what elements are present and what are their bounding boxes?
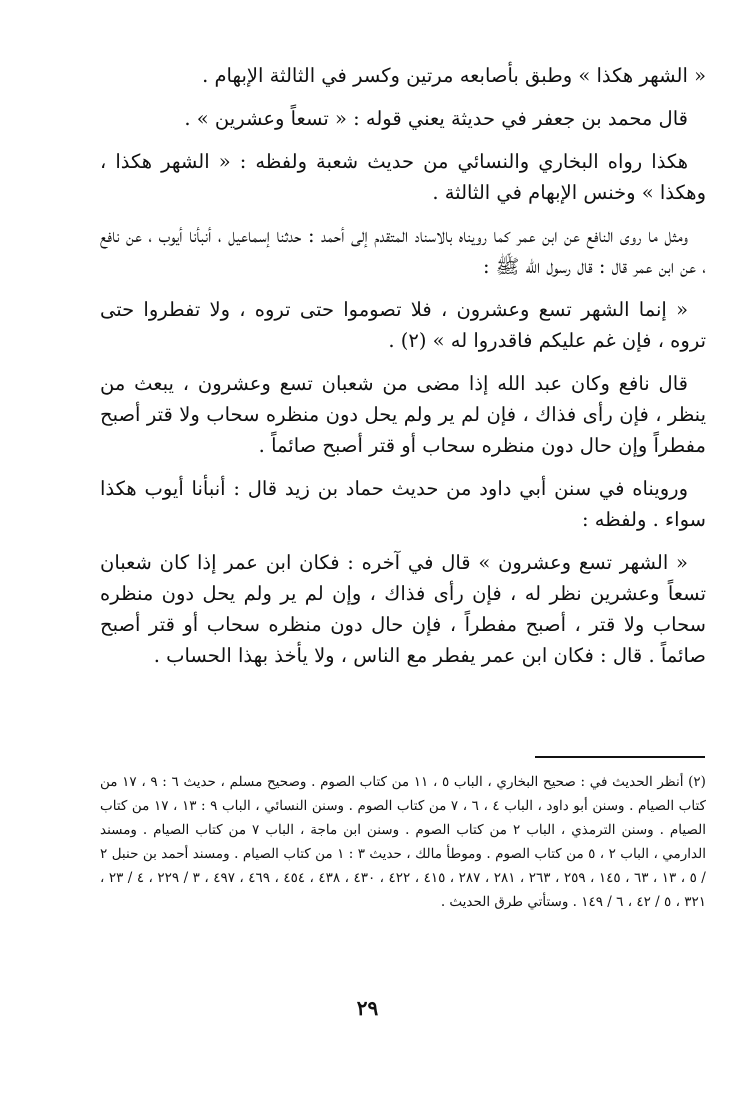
- paragraph-2: قال محمد بن جعفر في حديثة يعني قوله : « تسعاً وعشرين » .: [184, 107, 688, 130]
- paragraph-5: « إنما الشهر تسع وعشرون ، فلا تصوموا حتى تروه ، ولا تفطروا حتى تروه ، فإن غم عليكم فاقدروا له » (٢) .: [100, 298, 706, 352]
- main-text: [100, 60, 706, 683]
- paragraph-3: هكذا رواه البخاري والنسائي من حديث شعبة ولفظه : « الشهر هكذا ، وهكذا » وخنس الإبهام في الثالثة .: [100, 150, 706, 204]
- paragraph-8: « الشهر تسع وعشرون » قال في آخره : فكان ابن عمر إذا كان شعبان تسعاً وعشرين نظر له ، فإن رأى فذاك ، وإن لم ير ولم يحل دون منظره سحاب ولا قتر ، أصبح مفطراً ، فإن حال دون منظره سحاب أو قتر أصبح صائماً . قال : فكان ابن عمر يفطر مع الناس ، ولا يأخذ بهذا الحساب .: [100, 551, 706, 667]
- page-number: ٢٩: [356, 996, 379, 1020]
- paragraph-7: ورويناه في سنن أبي داود من حديث حماد بن زيد قال : أنبأنا أيوب هكذا سواء . ولفظه :: [100, 477, 706, 531]
- footnote-divider: [535, 756, 705, 758]
- footnotes: [100, 770, 706, 914]
- paragraph-1: « الشهر هكذا » وطبق بأصابعه مرتين وكسر في الثالثة الإبهام .: [202, 64, 706, 87]
- paragraph-6: قال نافع وكان عبد الله إذا مضى من شعبان تسع وعشرون ، يبعث من ينظر ، فإن رأى فذاك ، فإن لم ير ولم يحل دون منظره سحاب ولا قتر أصبح مفطراً وإن حال دون منظره سحاب أو قتر أصبح صائماً .: [100, 372, 706, 457]
- paragraph-4: ومثل ما روى النافع عن ابن عمر كما رويناه بالاسناد المتقدم إلى أحمد : حدثنا إسماعيل ، أنبأنا أيوب ، عن نافع ، عن ابن عمر قال : قال رسول الله ﷺ :: [100, 224, 706, 278]
- footnote-2: (٢) أنظر الحديث في : صحيح البخاري ، الباب ٥ ، ١١ من كتاب الصوم . وصحيح مسلم ، حديث ٦ : ٩ ، ١٧ من كتاب الصيام . وسنن أبو داود ، الباب ٤ ، ٦ ، ٧ من كتاب الصوم . وسنن النسائي ، الباب ٩ : ١٣ ، ١٧ من كتاب الصيام . وسنن الترمذي ، الباب ٢ من كتاب الصوم . وسنن ابن ماجة ، الباب ٧ من كتاب الصيام . ومسند الدارمي ، الباب ٢ ، ٥ من كتاب الصوم . وموطأ مالك ، حديث ٣ : ١ من كتاب الصيام . ومسند أحمد بن حنبل ٢ / ٥ ، ١٣ ، ٦٣ ، ١٤٥ ، ٢٥٩ ، ٢٦٣ ، ٢٨١ ، ٢٨٧ ، ٤١٥ ، ٤٢٢ ، ٤٣٠ ، ٤٣٨ ، ٤٥٤ ، ٤٦٩ ، ٤٩٧ ، ٣ / ٢٢٩ ، ٤ / ٢٣ ، ٣٢١ ، ٥ / ٤٢ ، ٦ / ١٤٩ . وستأتي طرق الحديث .: [100, 774, 706, 910]
